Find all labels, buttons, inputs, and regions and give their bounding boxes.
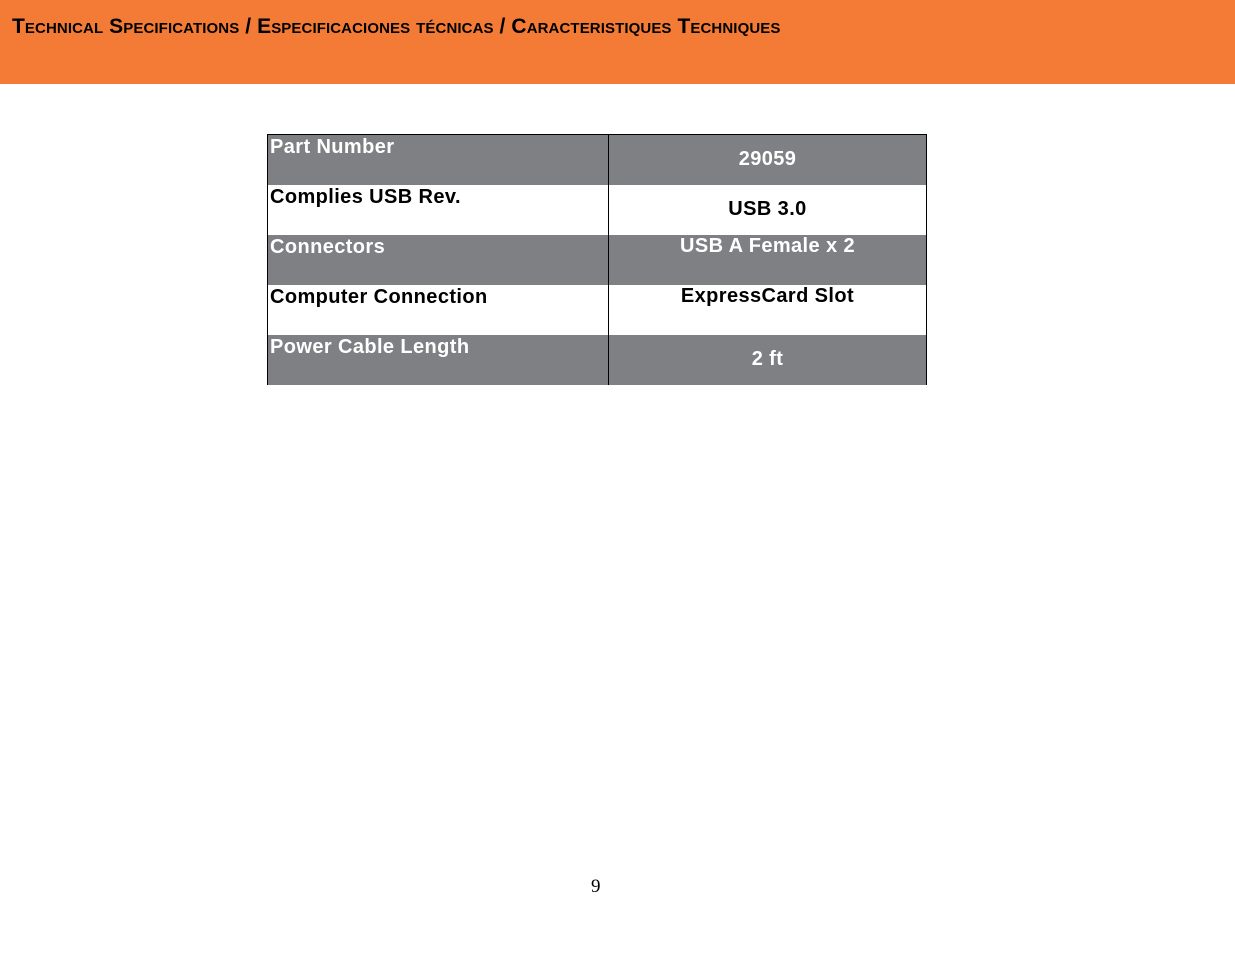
spec-label: Power Cable Length <box>268 335 609 385</box>
table-row-part-number <box>268 135 927 185</box>
table-row-power-cable-length <box>268 335 927 385</box>
spec-label: Complies USB Rev. <box>268 185 609 235</box>
table-row-usb-rev <box>268 185 927 235</box>
spec-value: 2 ft <box>609 335 927 385</box>
spec-table <box>267 134 927 385</box>
spec-label: Computer Connection <box>268 285 609 335</box>
spec-label: Connectors <box>268 235 609 285</box>
page-title: Technical Specifications / Especificaciones técnicas / Caracteristiques Techniques <box>12 15 781 38</box>
spec-value: USB A Female x 2 <box>609 235 927 285</box>
spec-value: ExpressCard Slot <box>609 285 927 335</box>
spec-value: USB 3.0 <box>609 185 927 235</box>
table-row-connectors <box>268 235 927 285</box>
spec-label: Part Number <box>268 135 609 185</box>
spec-value: 29059 <box>609 135 927 185</box>
table-row-computer-connection <box>268 285 927 335</box>
page-number: 9 <box>591 876 601 897</box>
header-band <box>0 0 1235 84</box>
